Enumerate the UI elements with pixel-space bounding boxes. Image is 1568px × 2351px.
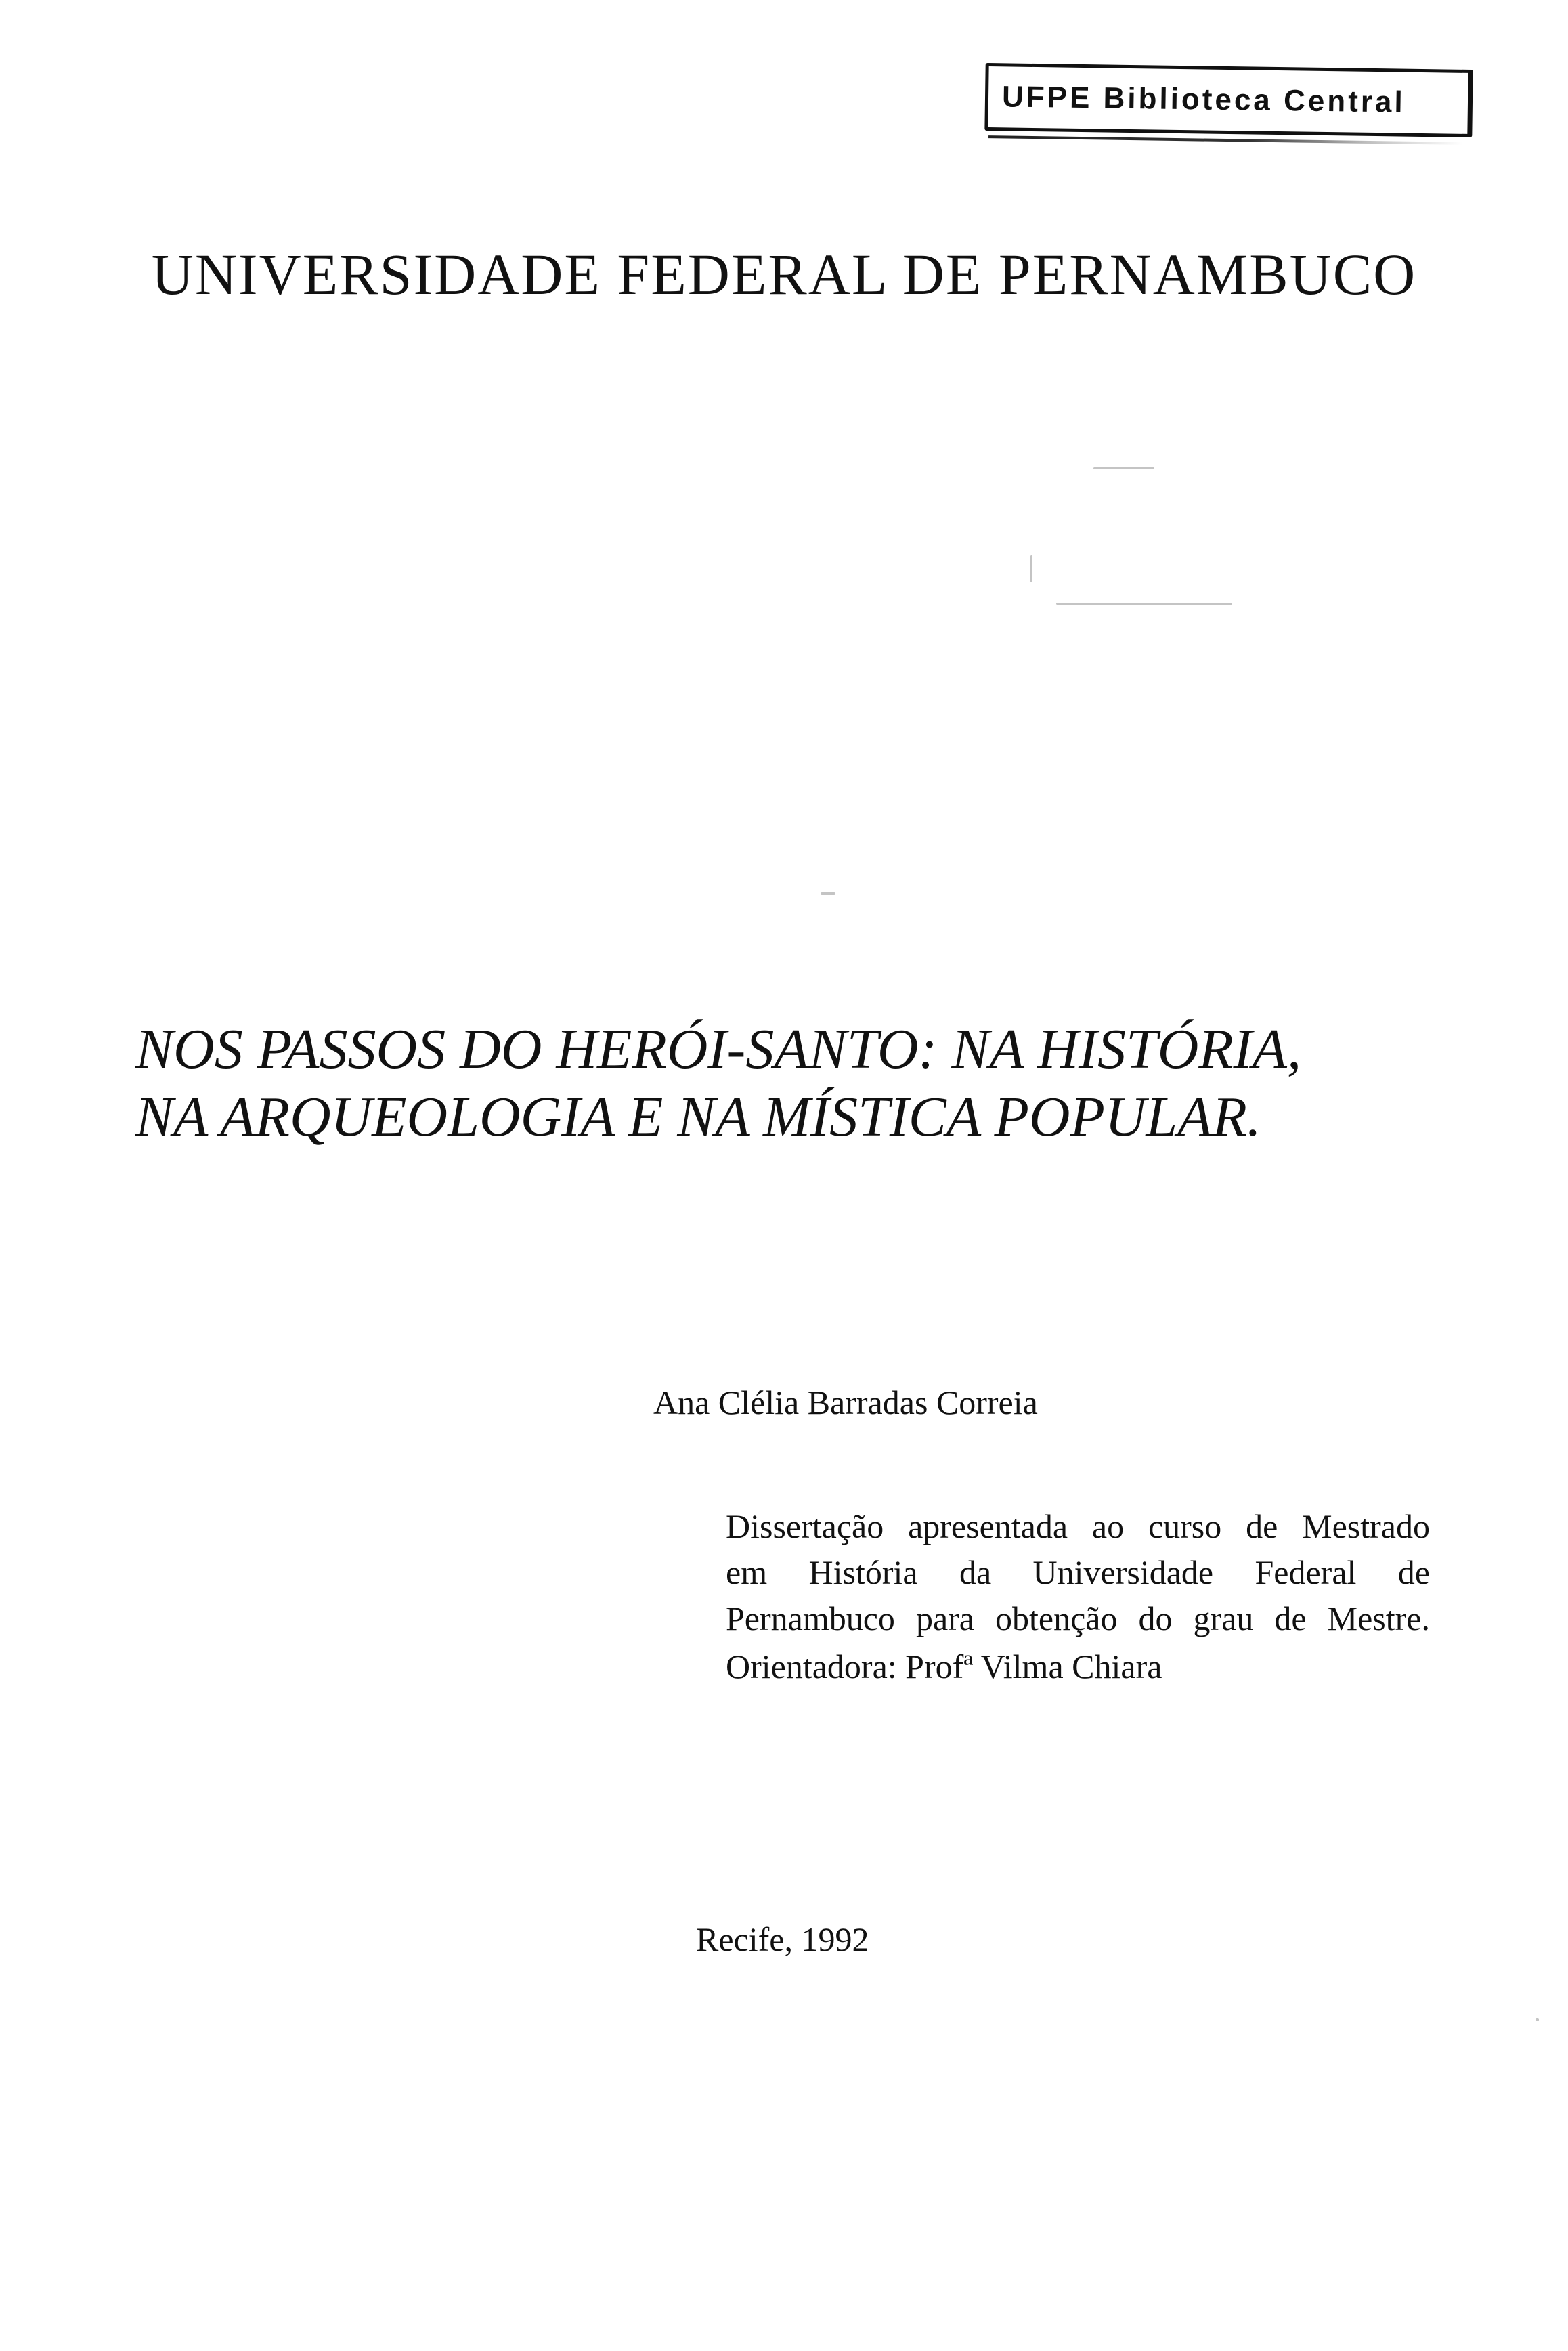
dissertation-line-1: Dissertação apresentada ao curso de Mestrado [726,1507,1430,1545]
dissertation-line-3: Pernambuco para obtenção do grau de Mestre. [726,1599,1430,1637]
scan-mark [1056,603,1232,605]
scan-mark [1536,2018,1539,2021]
advisor: Orientadora: Profª Vilma Chiara [726,1647,1162,1685]
scan-mark [1030,555,1032,582]
university-name: UNIVERSIDADE FEDERAL DE PERNAMBUCO [151,242,1417,307]
dissertation-statement [726,1503,1430,1641]
scan-mark [1093,467,1154,469]
dissertation-line-2: em História da Universidade Federal de [726,1553,1430,1591]
stamp-underline [988,135,1462,145]
place-and-year: Recife, 1992 [696,1920,869,1958]
scan-mark [821,892,835,895]
thesis-title-line-2: NA ARQUEOLOGIA E NA MÍSTICA POPULAR. [135,1085,1261,1148]
thesis-title-line-1: NOS PASSOS DO HERÓI-SANTO: NA HISTÓRIA, [135,1018,1301,1081]
library-stamp-text: UFPE Biblioteca Central [1001,80,1406,119]
thesis-title [135,1016,1456,1151]
author-name: Ana Clélia Barradas Correia [653,1383,1038,1421]
library-stamp [984,63,1473,137]
